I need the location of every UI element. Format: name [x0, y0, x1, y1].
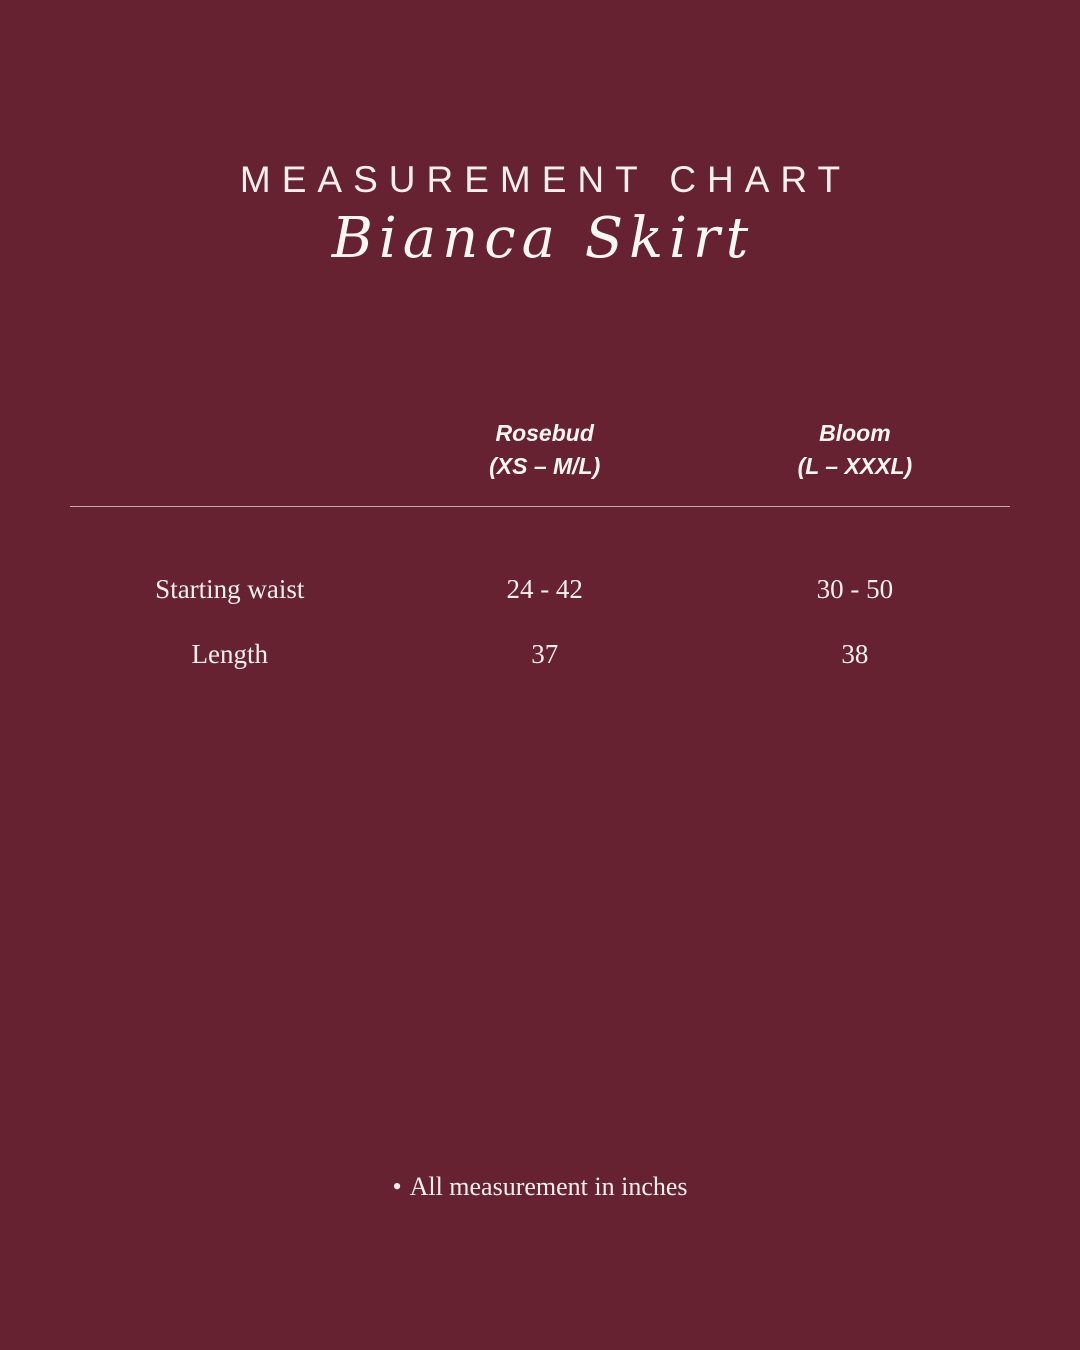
row-label-length: Length: [191, 639, 269, 670]
measurement-table-container: [0, 416, 1080, 685]
measurement-table: [70, 416, 1010, 685]
cell-starting-waist-rosebud: 24 - 42: [506, 574, 583, 605]
table-row: [70, 625, 1010, 685]
column-header-rosebud-range: (XS – M/L): [489, 453, 601, 480]
table-divider: [70, 506, 1010, 507]
cell-length-bloom: 38: [841, 639, 869, 670]
table-row: [70, 507, 1010, 625]
column-header-bloom-range: (L – XXXL): [797, 453, 913, 480]
bullet-icon: •: [392, 1172, 402, 1201]
column-header-rosebud-name: Rosebud: [495, 420, 594, 447]
footnote-text: All measurement in inches: [409, 1172, 688, 1201]
product-name: Bianca Skirt: [331, 205, 755, 271]
table-rule-cell: [70, 506, 1010, 507]
cell-starting-waist-bloom: 30 - 50: [816, 574, 894, 605]
table-header-row: [70, 416, 1010, 506]
cell-length-rosebud: 37: [531, 639, 559, 670]
table-body: [70, 507, 1010, 685]
table-rule-row: [70, 506, 1010, 507]
column-header-bloom-name: Bloom: [819, 420, 891, 447]
page-title: MEASUREMENT CHART: [239, 159, 852, 200]
footnote: [0, 1172, 1080, 1202]
header: [0, 0, 1080, 271]
row-label-starting-waist: Starting waist: [155, 574, 305, 605]
column-header-blank: [70, 416, 390, 506]
table-header: [70, 416, 1010, 507]
column-header-bloom: [700, 416, 1010, 506]
column-header-rosebud: [390, 416, 700, 506]
